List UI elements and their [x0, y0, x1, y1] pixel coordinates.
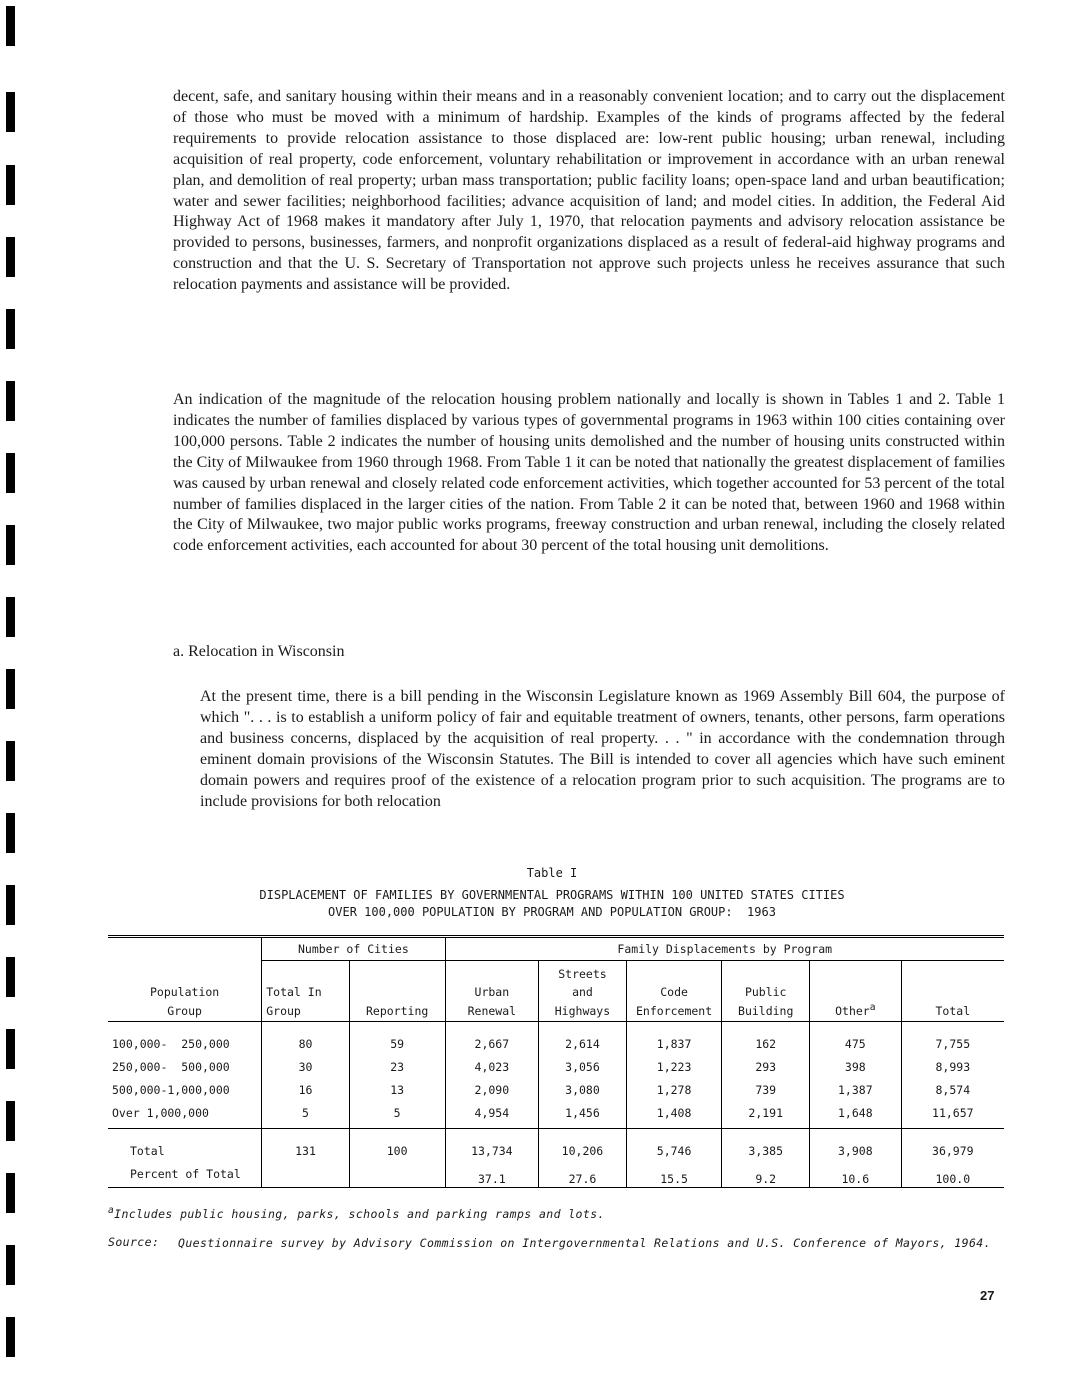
col-code-enforcement: Code Enforcement [626, 961, 722, 1022]
cell-public-building: 162 [722, 1022, 810, 1053]
cell-streets-highways: 3,056 [539, 1052, 627, 1075]
punch-mark [6, 165, 15, 205]
cell-code-enforcement: 1,837 [626, 1022, 722, 1053]
cell-other: 1,648 [810, 1098, 902, 1129]
cell-total-in-group: 5 [262, 1098, 350, 1129]
cell-code-enforcement: 1,408 [626, 1098, 722, 1129]
cell-code-enforcement: 1,278 [626, 1075, 722, 1098]
cell-other: 1,387 [810, 1075, 902, 1098]
punch-mark [6, 6, 15, 46]
section-heading: a. Relocation in Wisconsin [173, 643, 345, 660]
paragraph-magnitude: An indication of the magnitude of the relocation housing problem nationally and locally is shown in Tables 1 and 2. Table 1 indicates the number of families displaced by various types of governmental programs in 1963 within 100 cities containing over 100,000 persons. Table 2 indicates the number of housing units demolished and the number of housing units constructed within the City of Milwaukee from 1960 through 1968. From Table 1 it can be noted that nationally the greatest displacement of families was caused by urban renewal and closely related code enforcement activities, which together accounted for 53 percent of the total number of families displaced in the larger cities of the nation. From Table 2 it can be noted that, between 1960 and 1968 within the City of Milwaukee, two major public works programs, freeway construction and urban renewal, including the closely related code enforcement activities, each accounted for about 30 percent of the total housing unit demolitions. [173, 391, 1005, 555]
cell-total-in-group: 131 [262, 1129, 350, 1159]
col-streets-highways: Streets and Highways [539, 961, 627, 1022]
punch-mark [6, 1245, 15, 1285]
cell-public-building: 3,385 [722, 1129, 810, 1159]
cell-reporting: 23 [349, 1052, 445, 1075]
cell-total-in-group: 30 [262, 1052, 350, 1075]
punch-mark [6, 453, 15, 493]
cell-total-in-group: 80 [262, 1022, 350, 1053]
footnote-marker: a [869, 1001, 876, 1013]
paragraph-wisconsin-bill: At the present time, there is a bill pending in the Wisconsin Legislature known as 1969 Assembly Bill 604, the purpose of which ". . . is to establish a uniform policy of fair and equitable treatment of owners, tenants, other persons, farm operations and business concerns, displaced by the acquisition of real property. . . " in accordance with the condemnation through eminent domain provisions of the Wisconsin Statutes. The Bill is intended to cover all agencies which have such eminent domain powers and requires proof of the existence of a relocation program prior to such acquisition. The programs are to include provisions for both relocation [200, 688, 1005, 810]
cell-reporting: 13 [349, 1075, 445, 1098]
col-total-in-group: Total In Group [262, 961, 350, 1022]
displacement-table [108, 935, 1004, 1188]
cell-percent-label: Percent of Total [130, 1167, 241, 1181]
col-other: Other$^a$ [810, 961, 902, 1022]
punch-mark [6, 1317, 15, 1357]
cell-public-building: 9.2 [722, 1159, 810, 1188]
cell-urban-renewal: 37.1 [445, 1159, 539, 1188]
punch-mark [6, 813, 15, 853]
punch-mark [6, 597, 15, 637]
col-urban-renewal: Urban Renewal [445, 961, 539, 1022]
cell-public-building: 2,191 [722, 1098, 810, 1129]
punch-mark [6, 957, 15, 997]
cell-reporting [349, 1159, 445, 1188]
cell-total-label: Total [130, 1144, 165, 1158]
source-label: Source: [108, 1235, 160, 1249]
cell-total: 7,755 [901, 1022, 1004, 1053]
table-column-header-row [108, 961, 1004, 1022]
cell-streets-highways: 27.6 [539, 1159, 627, 1188]
table-row [108, 1075, 1004, 1098]
cell-code-enforcement: 1,223 [626, 1052, 722, 1075]
punch-mark [6, 669, 15, 709]
table-percent-row [108, 1159, 1004, 1188]
cell-total-in-group [262, 1159, 350, 1188]
cell-reporting: 5 [349, 1098, 445, 1129]
header-family-displacements: Family Displacements by Program [445, 937, 1004, 961]
punch-mark [6, 381, 15, 421]
cell-streets-highways: 1,456 [539, 1098, 627, 1129]
table-title-line-1: DISPLACEMENT OF FAMILIES BY GOVERNMENTAL PROGRAMS WITHIN 100 UNITED STATES CITIES [259, 888, 845, 902]
cell-code-enforcement: 15.5 [626, 1159, 722, 1188]
cell-total-in-group: 16 [262, 1075, 350, 1098]
cell-population-group: 100,000- 250,000 [112, 1037, 230, 1051]
punch-mark [6, 1029, 15, 1069]
table-group-header-row [108, 937, 1004, 961]
table-label: Table I [526, 866, 578, 880]
cell-total: 8,574 [901, 1075, 1004, 1098]
source-text: Questionnaire survey by Advisory Commission on Intergovernmental Relations and U.S. Conference of Mayors, 1964. [178, 1236, 991, 1250]
cell-urban-renewal: 4,023 [445, 1052, 539, 1075]
cell-urban-renewal: 4,954 [445, 1098, 539, 1129]
table-caption [100, 865, 1004, 921]
punch-mark [6, 525, 15, 565]
cell-total: 8,993 [901, 1052, 1004, 1075]
punch-mark [6, 237, 15, 277]
footnote-text: Includes public housing, parks, schools and parking ramps and lots. [114, 1206, 605, 1221]
cell-urban-renewal: 2,667 [445, 1022, 539, 1053]
footnote-marker: a [108, 1205, 115, 1216]
col-total: Total [901, 961, 1004, 1022]
cell-other: 398 [810, 1052, 902, 1075]
cell-streets-highways: 2,614 [539, 1022, 627, 1053]
punch-mark [6, 309, 15, 349]
cell-population-group: 500,000-1,000,000 [112, 1083, 230, 1097]
table-total-row [108, 1129, 1004, 1159]
table-row [108, 1052, 1004, 1075]
punch-mark [6, 741, 15, 781]
cell-other: 3,908 [810, 1129, 902, 1159]
cell-total: 36,979 [901, 1129, 1004, 1159]
col-reporting: Reporting [349, 961, 445, 1022]
cell-population-group: Over 1,000,000 [112, 1106, 209, 1120]
table-row [108, 1022, 1004, 1053]
table-row [108, 1098, 1004, 1129]
cell-other: 10.6 [810, 1159, 902, 1188]
cell-code-enforcement: 5,746 [626, 1129, 722, 1159]
cell-public-building: 739 [722, 1075, 810, 1098]
table-title-line-2: OVER 100,000 POPULATION BY PROGRAM AND POPULATION GROUP: 1963 [328, 905, 776, 919]
paragraph-relocation-programs: decent, safe, and sanitary housing within their means and in a reasonably convenient location; and to carry out the displacement of those who must be moved with a minimum of hardship. Examples of the kinds of programs affected by the federal requirements to provide relocation assistance to those displaced are: low-rent public housing; urban renewal, including acquisition of real property, code enforcement, voluntary rehabilitation or improvement in accordance with an urban renewal plan, and demolition of real property; urban mass transportation; public facility loans; open-space land and urban beautification; water and sewer facilities; neighborhood facilities; advance acquisition of land; and model cities. In addition, the Federal Aid Highway Act of 1968 makes it mandatory after July 1, 1970, that relocation payments and advisory relocation assistance be provided to persons, businesses, farmers, and nonprofit organizations displaced as a result of federal-aid highway programs and construction and that the U. S. Secretary of Transportation not approve such projects unless he receives assurance that such relocation payments and assistance will be provided. [173, 88, 1005, 294]
cell-public-building: 293 [722, 1052, 810, 1075]
cell-streets-highways: 10,206 [539, 1129, 627, 1159]
table-footnote [108, 1205, 605, 1221]
punch-mark [6, 1101, 15, 1141]
punch-mark [6, 1173, 15, 1213]
page-number: 27 [980, 1288, 995, 1303]
cell-urban-renewal: 2,090 [445, 1075, 539, 1098]
punch-mark [6, 885, 15, 925]
punch-mark [6, 92, 15, 132]
cell-reporting: 59 [349, 1022, 445, 1053]
cell-urban-renewal: 13,734 [445, 1129, 539, 1159]
binder-punch-marks [6, 0, 16, 1380]
cell-total: 100.0 [901, 1159, 1004, 1188]
cell-reporting: 100 [349, 1129, 445, 1159]
col-public-building: Public Building [722, 961, 810, 1022]
cell-total: 11,657 [901, 1098, 1004, 1129]
header-number-of-cities: Number of Cities [262, 937, 445, 961]
cell-other: 475 [810, 1022, 902, 1053]
cell-streets-highways: 3,080 [539, 1075, 627, 1098]
col-population-group: Population Group [108, 961, 262, 1022]
cell-population-group: 250,000- 500,000 [112, 1060, 230, 1074]
